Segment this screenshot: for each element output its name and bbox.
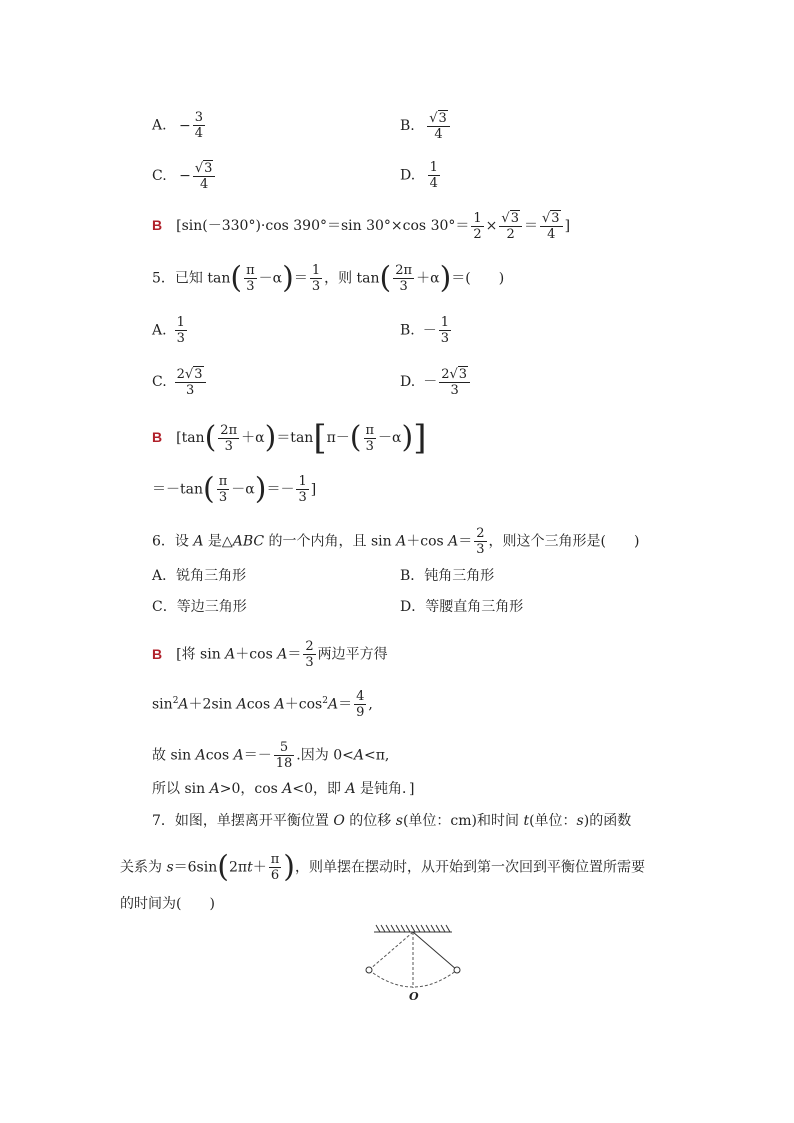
pendulum-figure bbox=[360, 922, 470, 1004]
q6-option-b: B．钝角三角形 bbox=[400, 568, 495, 584]
q4-option-a: A. − $\frac{3}{4}$ bbox=[152, 110, 204, 141]
q4-option-a-fraction: $\frac{3}{4}$ bbox=[194, 110, 204, 141]
q6-option-a: A．锐角三角形 bbox=[152, 568, 247, 584]
q4-option-c-fraction: $\frac{√3}{4}$ bbox=[193, 160, 216, 192]
q7-stem-line2: 关系为 s＝6sin(2πt＋ $\frac{\pi}{6}$ )，则单摆在摆动时，从开始到第一次回到平衡位置所需要 bbox=[120, 849, 645, 885]
q5-answer: B bbox=[152, 429, 163, 445]
q4-solution: B [sin(－330°)·cos 390°＝sin 30°×cos 30°＝ $\frac{1}{2}$ × $\frac{√3}{2}$ ＝ $\frac{√3}{4}$ ] bbox=[152, 210, 571, 242]
q5-option-c: C. $\frac{2√3}{3}$ bbox=[152, 366, 208, 398]
q6-solution-line2: $\sin^2A+2\sin$ Acos $A+\cos^2A=$ $\frac{4}{9}$ , bbox=[152, 689, 373, 720]
q4-option-c: C. − $\frac{√3}{4}$ bbox=[152, 160, 217, 192]
pendulum-string-left bbox=[369, 932, 413, 970]
q4-answer: B bbox=[152, 217, 163, 233]
ceiling-hatch bbox=[374, 925, 452, 932]
bob-left bbox=[366, 967, 372, 973]
q6-solution-line4: 所以 sin A>0，cos A<0，即 A 是钝角．] bbox=[152, 781, 415, 797]
q4-option-d: D. $\frac{1}{4}$ bbox=[400, 160, 438, 191]
q6-stem: 6．设 A 是△ABC 的一个内角，且 sin A＋cos A＝ $\frac{2}{3}$ ，则这个三角形是( ) bbox=[152, 526, 640, 557]
q5-stem: 5．已知 tan( $\frac{\pi}{3}$ －α)＝ $\frac{1}{3}$ ，则 tan( $\frac{2\pi}{3}$ ＋α)＝( ) bbox=[152, 260, 505, 296]
bob-right bbox=[454, 967, 460, 973]
q4-option-b-fraction: $\frac{√3}{4}$ bbox=[427, 110, 450, 142]
q5-option-d: D. － $\frac{2√3}{3}$ bbox=[400, 366, 472, 398]
q5-solution-line2: ＝－tan( $\frac{\pi}{3}$ －α)＝－ $\frac{1}{3}$ ] bbox=[152, 471, 317, 507]
q4-option-b: B. $\frac{√3}{4}$ bbox=[400, 110, 452, 142]
q6-option-d: D．等腰直角三角形 bbox=[400, 599, 524, 615]
q6-answer: B bbox=[152, 645, 163, 662]
q5-option-a: A. $\frac{1}{3}$ bbox=[152, 315, 185, 346]
pendulum-string-right bbox=[413, 932, 457, 970]
q6-solution-line1: B [将 sin A＋cos A＝ $\frac{2}{3}$ 两边平方得 bbox=[152, 639, 388, 670]
q5-solution-line1: B [tan( $\frac{2\pi}{3}$ ＋α)＝tan[π－( $\frac{\pi}{3}$ －α)] bbox=[152, 418, 427, 458]
q6-solution-line3: 故 sin Acos A＝－ $\frac{5}{18}$ .因为 0<A<π, bbox=[152, 740, 390, 771]
q5-option-b: B. － $\frac{1}{3}$ bbox=[400, 315, 450, 346]
q7-stem-line1: 7．如图，单摆离开平衡位置 O 的位移 s(单位：cm)和时间 t(单位：s)的函数 bbox=[152, 813, 632, 829]
q7-stem-line3: 的时间为( ) bbox=[120, 896, 215, 912]
q6-option-c: C．等边三角形 bbox=[152, 599, 247, 615]
q4-option-d-fraction: $\frac{1}{4}$ bbox=[429, 160, 438, 191]
equilibrium-label: O bbox=[409, 990, 419, 1003]
